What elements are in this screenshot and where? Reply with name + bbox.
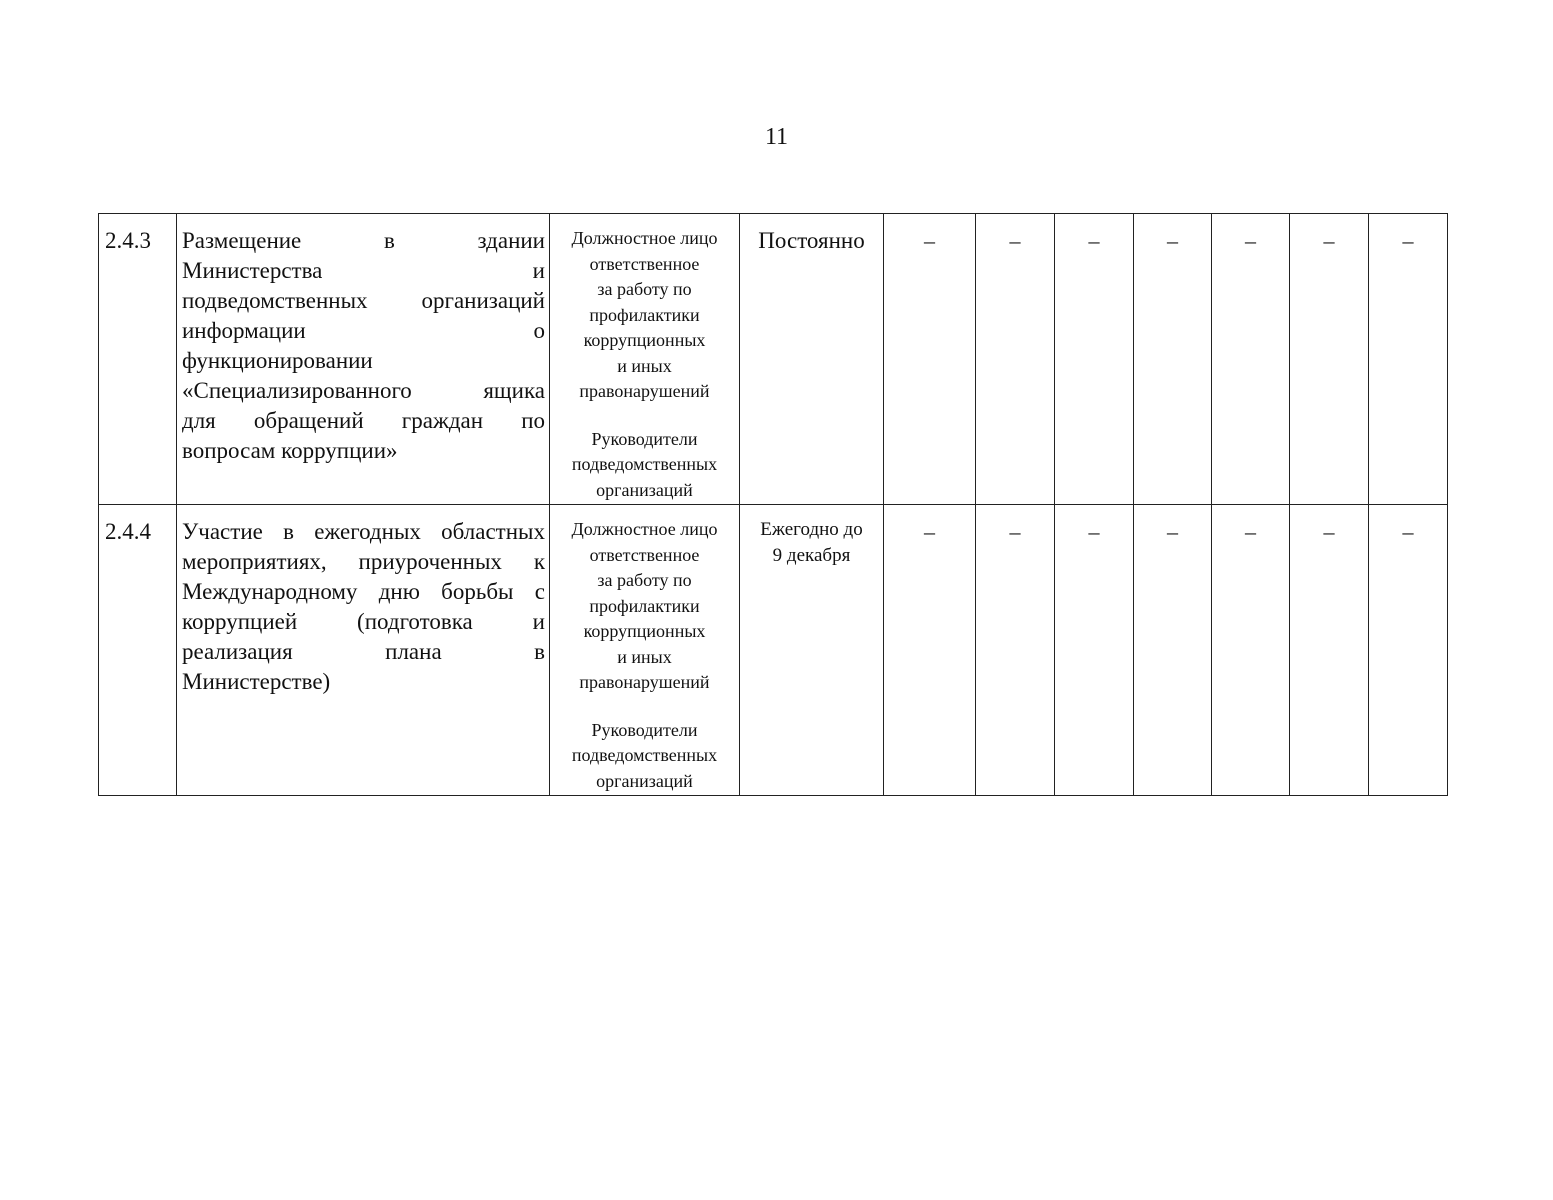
term-cell (740, 214, 884, 505)
event-line: Министерстве) (182, 669, 331, 694)
table-row (99, 214, 1448, 505)
row-number: 2.4.3 (99, 214, 177, 505)
event-line: реализация плана в (182, 639, 545, 664)
value-cell: – (1055, 505, 1134, 796)
responsible-line: коррупционных (583, 621, 706, 641)
event-line: мероприятиях, приуроченных к (182, 549, 545, 574)
value-cell: – (1055, 214, 1134, 505)
term-text: Постоянно (758, 228, 865, 253)
event-line: Участие в ежегодных областных (182, 519, 545, 544)
responsible-line: ответственное (589, 253, 700, 274)
event-line: для обращений граждан по (182, 408, 545, 433)
value-cell: – (1290, 505, 1369, 796)
event-line: функционировании (182, 348, 373, 373)
responsible-line: Должностное лицо (571, 519, 718, 539)
value-cell: – (976, 214, 1055, 505)
event-line: вопросам коррупции» (182, 438, 398, 463)
responsible-line: правонарушений (579, 381, 710, 401)
spacer (552, 405, 737, 427)
event-line: Размещение в здании (182, 228, 545, 253)
value-cell: – (1134, 505, 1212, 796)
event-description (177, 505, 550, 796)
responsible-line: за работу по (597, 570, 692, 590)
event-line: информации о (182, 318, 545, 343)
responsible-persons (550, 214, 740, 505)
responsible-heads-line: Руководители (591, 428, 698, 449)
value-cell: – (976, 505, 1055, 796)
responsible-heads-line: организаций (596, 479, 693, 500)
term-text: Ежегодно до 9 декабря (760, 519, 863, 566)
responsible-line: правонарушений (579, 672, 710, 692)
event-line: Министерства и (182, 258, 545, 283)
table-row (99, 505, 1448, 796)
responsible-heads-line: подведомственных (571, 745, 718, 765)
value-cell: – (1369, 505, 1448, 796)
value-cell: – (1212, 214, 1290, 505)
responsible-line: профилактики (589, 595, 700, 616)
value-cell: – (1369, 214, 1448, 505)
value-cell: – (1134, 214, 1212, 505)
event-line: «Специализированного ящика (182, 378, 545, 403)
event-line: Международному дню борьбы с (182, 579, 545, 604)
page-number: 11 (764, 124, 789, 150)
term-cell (740, 505, 884, 796)
plan-table (98, 213, 1448, 796)
responsible-persons (550, 505, 740, 796)
event-line: коррупцией (подготовка и (182, 609, 545, 634)
responsible-line: коррупционных (583, 330, 706, 350)
responsible-line: и иных (617, 355, 672, 376)
value-cell: – (1290, 214, 1369, 505)
responsible-heads-line: организаций (596, 770, 693, 791)
responsible-line: Должностное лицо (571, 228, 718, 248)
responsible-line: за работу по (597, 279, 692, 299)
event-description (177, 214, 550, 505)
responsible-heads-line: Руководители (591, 719, 698, 740)
event-line: подведомственных организаций (182, 288, 545, 313)
responsible-line: ответственное (589, 544, 700, 565)
value-cell: – (1212, 505, 1290, 796)
value-cell: – (884, 214, 976, 505)
responsible-line: профилактики (589, 304, 700, 325)
responsible-heads-line: подведомственных (571, 454, 718, 474)
spacer (552, 696, 737, 718)
row-number: 2.4.4 (99, 505, 177, 796)
responsible-line: и иных (617, 646, 672, 667)
value-cell: – (884, 505, 976, 796)
